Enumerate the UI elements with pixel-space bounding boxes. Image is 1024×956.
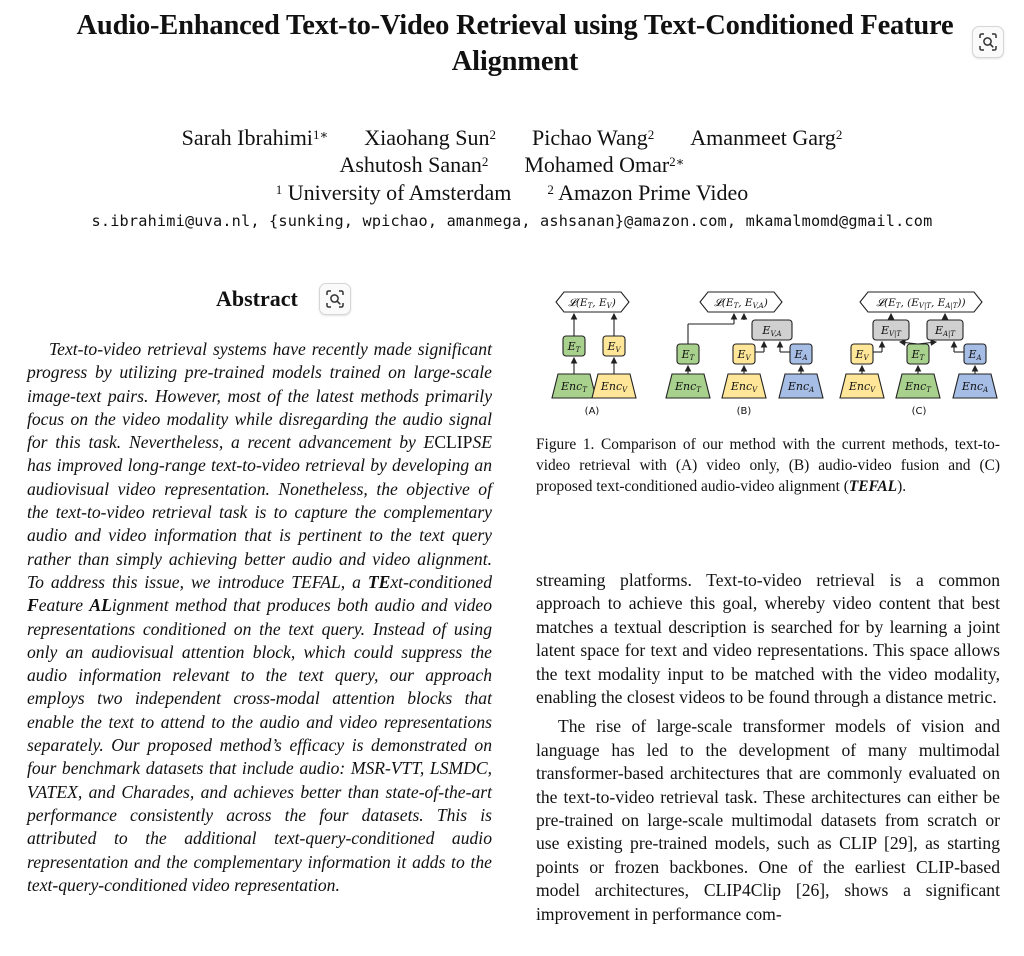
svg-text:(B): (B) (736, 406, 752, 417)
svg-text:𝓛(ET, EV,A): 𝓛(ET, EV,A) (714, 297, 768, 310)
affiliations: $^1$ University of Amsterdam $^2$ Amazon Prime Video (275, 180, 749, 205)
svg-text:EA: EA (794, 348, 808, 362)
svg-text:EncV: EncV (600, 380, 628, 394)
svg-text:EV: EV (737, 348, 751, 362)
figure-1-caption: Figure 1. Comparison of our method with the current methods, text-to-video retrieval with (A) video only, (B) audio-video fusion and (C) proposed text-conditioned audio-video alignment (TEFAL). (536, 436, 1000, 495)
author-name: Pichao Wang (532, 125, 648, 150)
svg-text:(C): (C) (911, 406, 927, 417)
svg-text:𝓛(ET, EV): 𝓛(ET, EV) (568, 297, 616, 310)
lens-search-icon (978, 32, 998, 52)
svg-text:EncV: EncV (848, 380, 876, 394)
svg-text:EncV: EncV (730, 380, 758, 394)
figure-panel-c (840, 292, 997, 417)
svg-text:(A): (A) (584, 406, 600, 417)
author-name: Ashutosh Sanan (339, 152, 482, 177)
abstract-heading: Abstract (216, 286, 298, 311)
svg-text:ET: ET (567, 340, 581, 354)
abstract-text: Text-to-video retrieval systems have recently made significant progress by utilizing pre-trained models trained on large-scale image-text pairs. However, most of the latest methods primarily focus on the video modality while disregarding the audio signal for this task. Nevertheless, a recent advancement by ECLIPSE has improved long-range text-to-video retrieval by developing an audiovisual video representation. Nonetheless, the objective of the text-to-video retrieval task is to capture the complementary audio and video information that is pertinent to the text query rather than simply achieving better audio and video alignment. To address this issue, we introduce TEFAL, a TExt-conditioned Feature ALignment method that produces both audio and video representations conditioned on the text query. Instead of using only an audiovisual attention block, which could suppress the audio information relevant to the text query, our approach employs two independent cross-modal attention blocks that enable the text to attend to the audio and video representations separately. Our proposed method’s efficacy is demonstrated on four benchmark datasets that include audio: MSR-VTT, LSMDC, VATEX, and Charades, and achieves better than state-of-the-art performance consistently across the four datasets. This is attributed to the additional text-query-conditioned audio representation and the complementary information it adds to the text-query-conditioned video representation. (27, 339, 492, 895)
author-name: Xiaohang Sun (364, 125, 490, 150)
svg-text:ET: ET (681, 348, 695, 362)
svg-text:EA|T: EA|T (934, 324, 956, 338)
author-name: Sarah Ibrahimi (181, 125, 313, 150)
svg-text:EV: EV (607, 340, 621, 354)
svg-text:𝓛(ET, (EV|T, EA|T)): 𝓛(ET, (EV|T, EA|T)) (876, 297, 966, 310)
svg-text:EncA: EncA (961, 380, 989, 394)
author-emails: s.ibrahimi@uva.nl, {sunking, wpichao, amanmega, ashsanan}@amazon.com, mkamalmomd@gmail.com (91, 212, 933, 230)
svg-text:EV|T: EV|T (880, 324, 902, 338)
affiliation: University of Amsterdam (287, 180, 512, 205)
svg-text:EV: EV (855, 348, 869, 362)
paper-title: Audio-Enhanced Text-to-Video Retrieval using Text-Conditioned Feature Alignment (76, 10, 954, 77)
figure-panel-a (552, 292, 636, 417)
author-name: Amanmeet Garg (690, 125, 836, 150)
authors-line-2: Ashutosh Sanan$^2$ Mohamed Omar$^{2∗}$ (339, 152, 685, 177)
svg-text:EncT: EncT (675, 380, 701, 394)
authors-line-1: Sarah Ibrahimi$^{1∗}$ Xiaohang Sun$^2$ Pichao Wang$^2$ Amanmeet Garg$^2$ (181, 125, 843, 150)
affiliation: Amazon Prime Video (558, 180, 749, 205)
svg-text:EA: EA (968, 348, 982, 362)
body-paragraph: streaming platforms. Text-to-video retrieval is a common approach to achieve this goal, whereby video content that best matches a textual description is searched for by learning a joint latent space for text and video representations. This space allows the text modality input to be matched with the video modality, enabling the closest videos to be found through a distance metric. (536, 570, 1000, 708)
svg-text:EV,A: EV,A (762, 324, 782, 338)
visual-search-button-abstract[interactable] (319, 283, 351, 315)
visual-search-button-title[interactable] (972, 26, 1004, 58)
svg-text:EncA: EncA (787, 380, 815, 394)
lens-search-icon (325, 289, 345, 309)
figure-1-diagram (534, 284, 1004, 424)
body-paragraph: The rise of large-scale transformer models of vision and language has led to the development of many multimodal transformer-based architectures that are commonly evaluated on the text-to-video retrieval task. These architectures can either be pre-trained on large-scale multimodal datasets from scratch or use existing pre-trained models, such as CLIP [29], as starting points or frozen backbones. One of the earliest CLIP-based model architectures, CLIP4Clip [26], shows a significant improvement in performance com- (536, 716, 1000, 924)
svg-text:EncT: EncT (905, 380, 931, 394)
body-text-right-column (536, 569, 1000, 926)
svg-text:ET: ET (911, 348, 925, 362)
figure-panel-b (666, 292, 823, 417)
svg-text:EncT: EncT (561, 380, 587, 394)
author-name: Mohamed Omar (524, 152, 670, 177)
